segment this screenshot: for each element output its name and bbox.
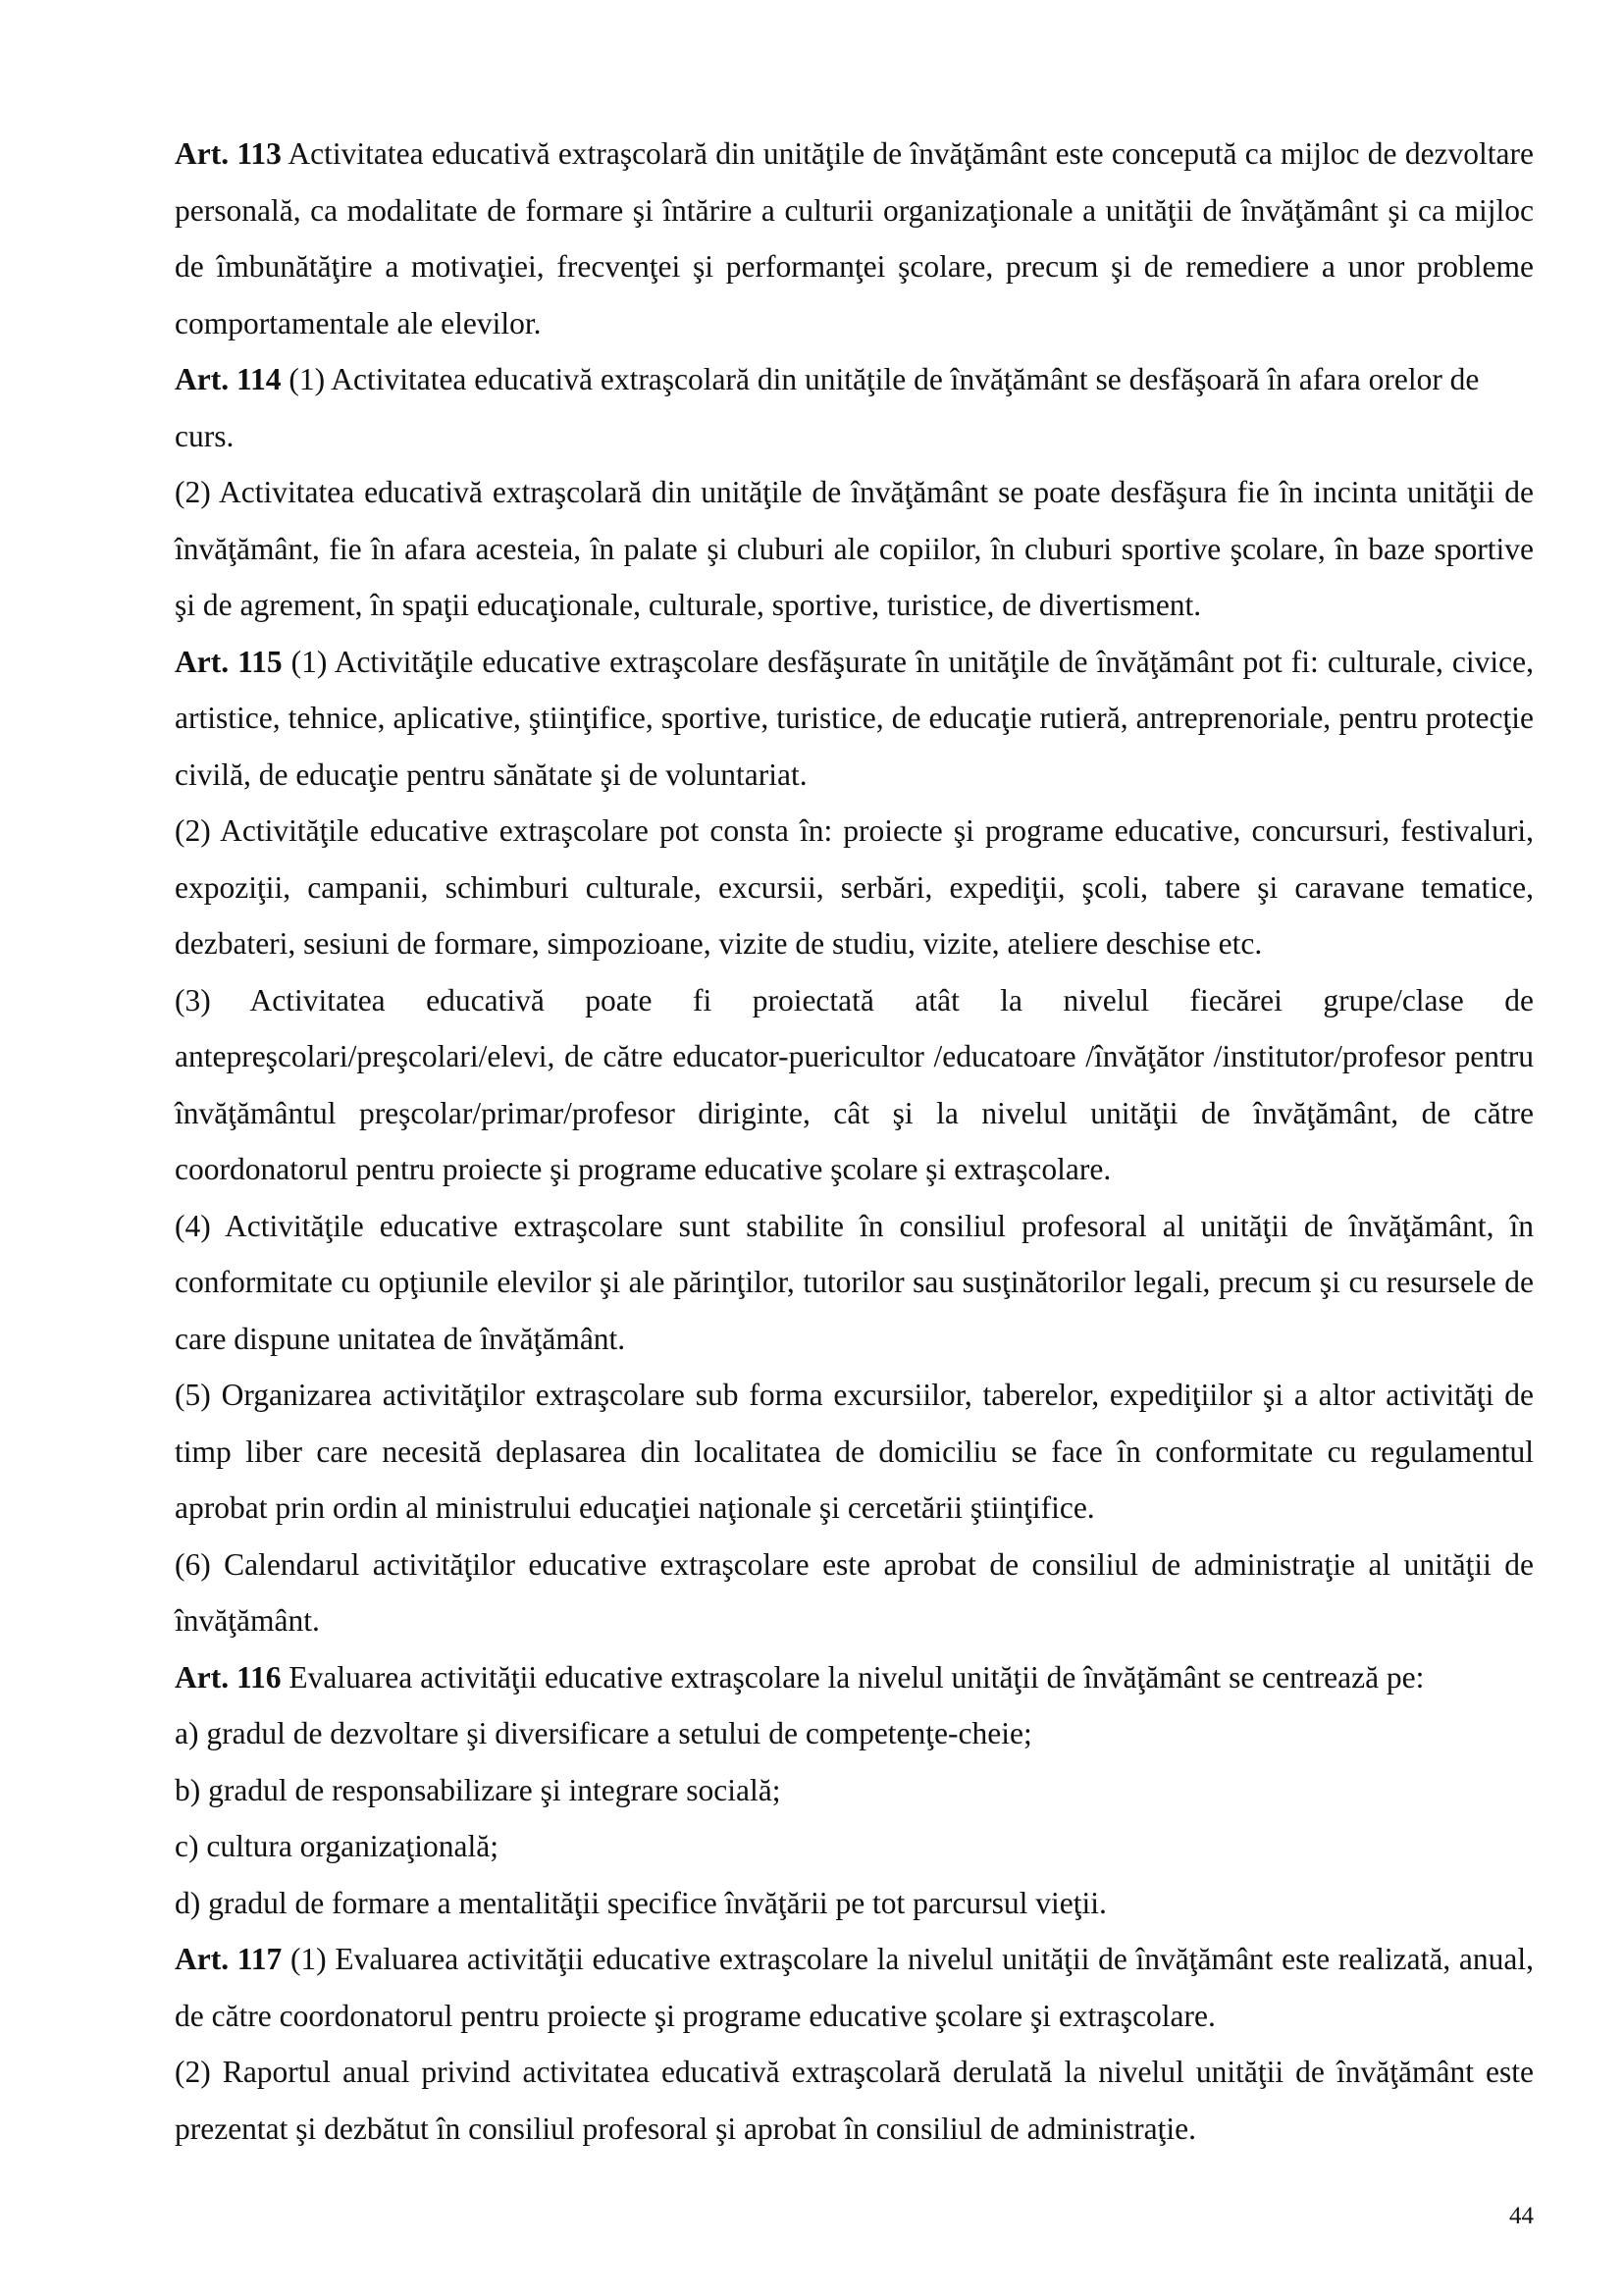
paragraph-art-117-2 <box>175 2044 1534 2157</box>
list-item-text: b) gradul de responsabilizare şi integrare socială; <box>175 1772 781 1807</box>
paragraph-art-117-1 <box>175 1931 1534 2044</box>
list-item-c <box>175 1818 1534 1875</box>
paragraph-text: Activitatea educativă extraşcolară din unităţile de învăţământ este concepută ca mijloc de dezvoltare personală, ca modalitate de formare şi întărire a culturii organizaţionale a unităţii de învăţământ şi ca mijloc de îmbunătăţire a motivaţiei, frecvenţei şi performanţei şcolare, precum şi de remediere a unor probleme comportamentale ale elevilor. <box>175 136 1534 340</box>
paragraph-art-115-4 <box>175 1198 1534 1368</box>
paragraph-text: (2) Raportul anual privind activitatea educativă extraşcolară derulată la nivelul unităţii de învăţământ este prezentat şi dezbătut în consiliul profesoral şi aprobat în consiliul de administraţie. <box>175 2055 1534 2146</box>
article-label: Art. 114 <box>175 362 282 396</box>
paragraph-text: (5) Organizarea activităţilor extraşcolare sub forma excursiilor, taberelor, expediţiilor şi a altor activităţi de timp liber care necesită deplasarea din localitatea de domiciliu se face în conformitate cu regulamentul aprobat prin ordin al ministrului educaţiei naţionale şi cercetării ştiinţifice. <box>175 1378 1534 1525</box>
paragraph-art-115-6 <box>175 1537 1534 1649</box>
paragraph-text: (2) Activităţile educative extraşcolare pot consta în: proiecte şi programe educative, concursuri, festivaluri, expoziţii, campanii, schimburi culturale, excursii, serbări, expediţii, şcoli, tabere şi caravane tematice, dezbateri, sesiuni de formare, simpozioane, vizite de studiu, vizite, ateliere deschise etc. <box>175 813 1534 961</box>
paragraph-art-115-1 <box>175 634 1534 804</box>
paragraph-text: Evaluarea activităţii educative extraşcolare la nivelul unităţii de învăţământ se centrează pe: <box>281 1659 1425 1695</box>
list-item-a <box>175 1705 1534 1762</box>
paragraph-art-115-3 <box>175 972 1534 1198</box>
list-item-text: a) gradul de dezvoltare şi diversificare a setului de competenţe-cheie; <box>175 1716 1032 1750</box>
article-label: Art. 113 <box>175 136 282 171</box>
list-item-text: c) cultura organizaţională; <box>175 1829 499 1863</box>
paragraph-text: (2) Activitatea educativă extraşcolară din unităţile de învăţământ se poate desfăşura fie în incinta unităţii de învăţământ, fie în afara acesteia, în palate şi cluburi ale copiilor, în cluburi sportive şcolare, în baze sportive şi de agrement, în spaţii educaţionale, culturale, sportive, turistice, de divertisment. <box>175 475 1534 622</box>
paragraph-art-114-2 <box>175 464 1534 634</box>
paragraph-art-115-2 <box>175 803 1534 972</box>
article-label: Art. 115 <box>175 644 283 679</box>
list-item-d <box>175 1875 1534 1932</box>
paragraph-text: (1) Activităţile educative extraşcolare desfăşurate în unităţile de învăţământ pot fi: culturale, civice, artistice, tehnice, aplicative, ştiinţifice, sportive, turistice, de educaţie rutieră, antreprenoriale, pentru protecţie civilă, de educaţie pentru sănătate şi de voluntariat. <box>175 644 1534 792</box>
paragraph-art-116 <box>175 1649 1534 1706</box>
article-label: Art. 116 <box>175 1659 282 1695</box>
paragraph-text: (1) Evaluarea activităţii educative extraşcolare la nivelul unităţii de învăţământ este realizată, anual, de către coordonatorul pentru proiecte şi programe educative şcolare şi extraşcolare. <box>175 1942 1535 2033</box>
paragraph-art-114-1 <box>175 351 1534 464</box>
list-item-text: d) gradul de formare a mentalităţii specifice învăţării pe tot parcursul vieţii. <box>175 1885 1107 1920</box>
paragraph-art-113 <box>175 126 1534 351</box>
paragraph-text: (4) Activităţile educative extraşcolare sunt stabilite în consiliul profesoral al unităţii de învăţământ, în conformitate cu opţiunile elevilor şi ale părinţilor, tutorilor sau susţinătorilor legali, precum şi cu resursele de care dispune unitatea de învăţământ. <box>175 1208 1534 1356</box>
list-item-b <box>175 1762 1534 1819</box>
paragraph-text: (3) Activitatea educativă poate fi proiectată atât la nivelul fiecărei grupe/clase de antepreşcolari/preşcolari/elevi, de către educator-puericultor /educatoare /învăţător /institutor/profesor pentru învăţământul preşcolar/primar/profesor diriginte, cât şi la nivelul unităţii de învăţământ, de către coordonatorul pentru proiecte şi programe educative şcolare şi extraşcolare. <box>175 982 1534 1186</box>
paragraph-text: (1) Activitatea educativă extraşcolară din unităţile de învăţământ se desfăşoară în afara orelor de curs. <box>175 362 1480 453</box>
paragraph-text: (6) Calendarul activităţilor educative extraşcolare este aprobat de consiliul de administraţie al unităţii de învăţământ. <box>175 1546 1534 1638</box>
page-number: 44 <box>1509 2203 1534 2229</box>
paragraph-art-115-5 <box>175 1367 1534 1537</box>
article-label: Art. 117 <box>175 1942 283 1976</box>
